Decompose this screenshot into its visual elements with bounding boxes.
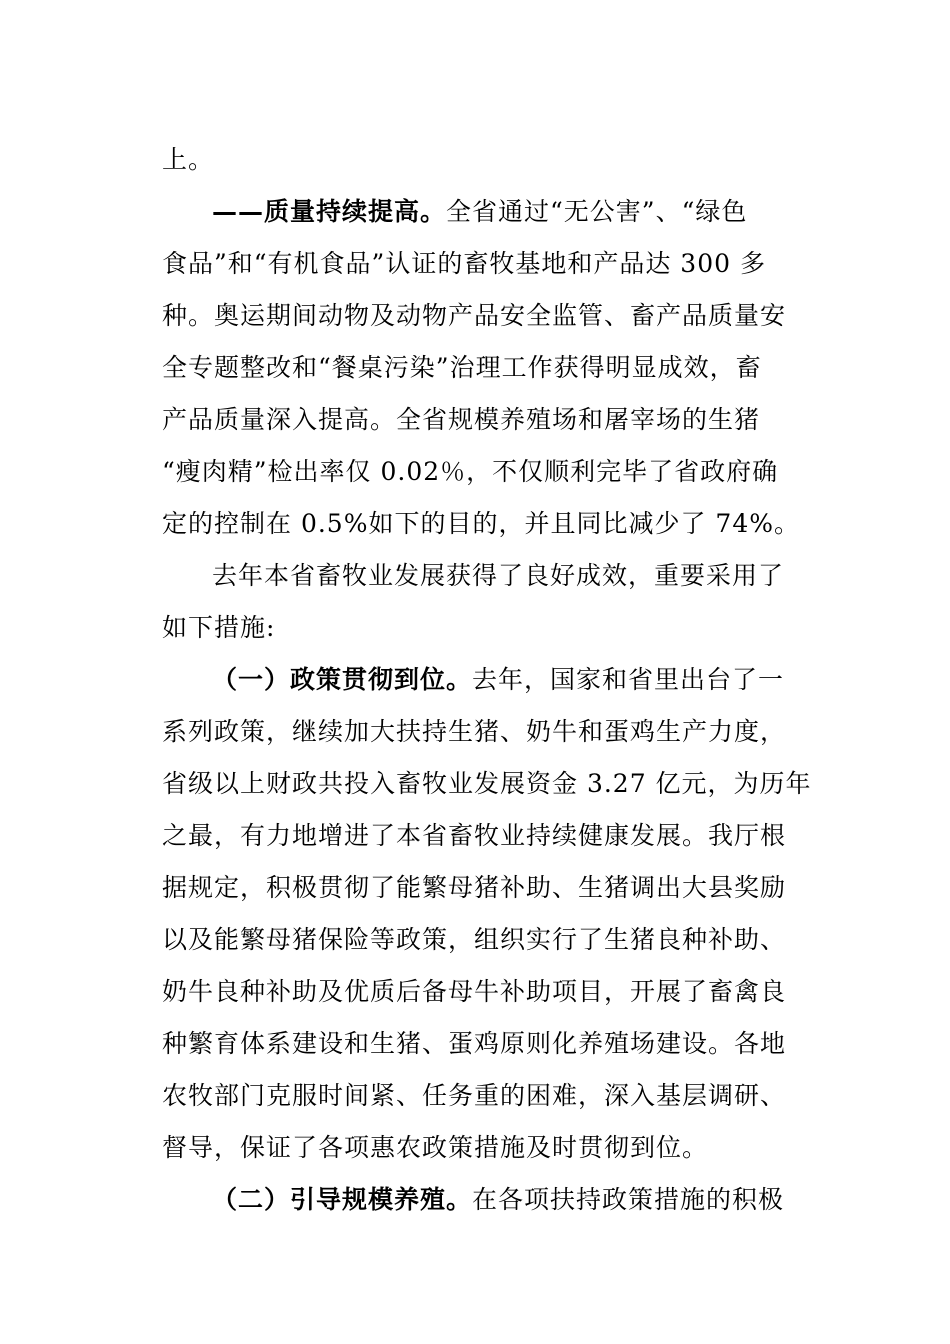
- text-run: 系列政策，继续加大扶持生猪、奶牛和蛋鸡生产力度，: [162, 717, 787, 746]
- text-line: [162, 1028, 786, 1060]
- text-run: 产品质量深入提高。全省规模养殖场和屠宰场的生猪: [162, 405, 761, 434]
- text-line: [162, 820, 786, 852]
- text-line: [162, 1132, 708, 1164]
- text-run: 去年本省畜牧业发展获得了良好成效，重要采用了: [212, 561, 785, 590]
- text-run: 如下措施:: [162, 613, 276, 642]
- text-run: 食品”和“有机食品”认证的畜牧基地和产品达 300 多: [162, 249, 766, 278]
- section-heading-line: [212, 664, 784, 696]
- text-run: 上。: [162, 145, 215, 174]
- text-run: 种繁育体系建设和生猪、蛋鸡原则化养殖场建设。各地: [162, 1029, 787, 1058]
- text-run: 督导，保证了各项惠农政策措施及时贯彻到位。: [162, 1133, 709, 1162]
- text-line: [162, 508, 800, 540]
- text-line: [212, 560, 784, 592]
- text-run: 去年，国家和省里出台了一: [472, 665, 785, 694]
- text-line: [162, 352, 762, 384]
- text-line: [162, 404, 760, 436]
- text-line: [162, 976, 786, 1008]
- text-run: 全省通过“无公害”、“绿色: [446, 197, 748, 226]
- text-line: [162, 248, 766, 280]
- text-line: [162, 872, 786, 904]
- text-run: 以及能繁母猪保险等政策，组织实行了生猪良种补助、: [162, 925, 787, 954]
- text-run: 全专题整改和“餐桌污染”治理工作获得明显成效，畜: [162, 353, 762, 382]
- text-run: 之最，有力地增进了本省畜牧业持续健康发展。我厅根: [162, 821, 787, 850]
- text-line: [162, 1080, 786, 1112]
- text-run: 种。奥运期间动物及动物产品安全监管、畜产品质量安: [162, 301, 787, 330]
- text-line: [162, 456, 778, 488]
- text-run: 定的控制在 0.5%如下的目的，并且同比减少了 74%。: [162, 509, 800, 538]
- text-run: 据规定，积极贯彻了能繁母猪补助、生猪调出大县奖励: [162, 873, 787, 902]
- section-heading-line: [212, 196, 747, 228]
- text-run: 农牧部门克服时间紧、任务重的困难，深入基层调研、: [162, 1081, 787, 1110]
- text-run: 省级以上财政共投入畜牧业发展资金 3.27 亿元，为历年: [162, 769, 812, 798]
- text-line: [162, 144, 214, 176]
- text-run: 在各项扶持政策措施的积极: [472, 1185, 785, 1214]
- section-heading-line: [212, 1184, 784, 1216]
- text-line: [162, 768, 812, 800]
- section-heading: （二）引导规模养殖。: [212, 1185, 473, 1214]
- text-run: “瘦肉精”检出率仅 0.02％，不仅顺利完毕了省政府确: [162, 457, 779, 486]
- section-heading: ——质量持续提高。: [212, 197, 447, 226]
- section-heading: （一）政策贯彻到位。: [212, 665, 473, 694]
- text-run: 奶牛良种补助及优质后备母牛补助项目，开展了畜禽良: [162, 977, 787, 1006]
- text-line: [162, 612, 275, 644]
- text-line: [162, 716, 786, 748]
- text-line: [162, 924, 786, 956]
- text-line: [162, 300, 786, 332]
